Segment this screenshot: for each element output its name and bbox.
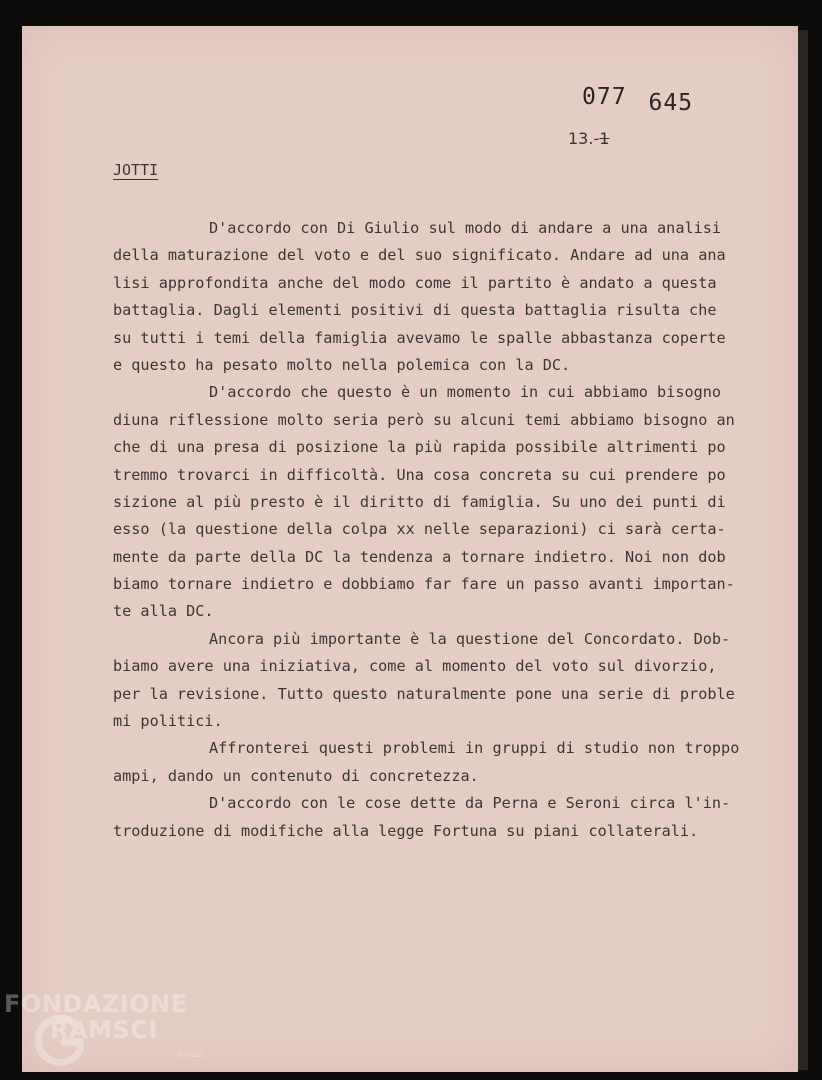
archive-number	[582, 84, 694, 116]
watermark-line1: FONDAZIONE	[4, 990, 188, 1018]
text-line: diuna riflessione molto seria però su alcuni temi abbiamo bisogno an	[113, 410, 735, 429]
text-line: della maturazione del voto e del suo significato. Andare ad una ana	[113, 246, 726, 265]
text-line: D'accordo con le cose dette da Perna e Seroni circa l'in-	[209, 794, 731, 813]
page-number-prefix: 13.-	[568, 129, 600, 148]
text-line: per la revisione. Tutto questo naturalmente pone una serie di proble	[113, 684, 735, 703]
page-number	[568, 129, 609, 148]
speaker-heading: JOTTI	[113, 161, 159, 179]
text-line: biamo tornare indietro e dobbiamo far fare un passo avanti importan-	[113, 575, 735, 594]
text-line: e questo ha pesato molto nella polemica con la DC.	[113, 355, 571, 374]
text-line: su tutti i temi della famiglia avevamo le spalle abbastanza coperte	[113, 328, 726, 347]
text-line: esso (la questione della colpa xx nelle separazioni) ci sarà certa-	[113, 520, 726, 539]
text-line: D'accordo che questo è un momento in cui abbiamo bisogno	[209, 383, 722, 402]
text-line: mi politici.	[113, 712, 223, 731]
text-line: troduzione di modifiche alla legge Fortuna su piani collaterali.	[113, 821, 699, 840]
body-text	[113, 215, 773, 845]
text-line: che di una presa di posizione la più rapida possibile altrimenti po	[113, 438, 726, 457]
text-line: battaglia. Dagli elementi positivi di questa battaglia risulta che	[113, 301, 717, 320]
archive-number-part1: 077	[582, 84, 627, 110]
watermark-logo	[4, 990, 204, 1072]
text-line: mente da parte della DC la tendenza a tornare indietro. Noi non dob	[113, 547, 726, 566]
text-line: lisi approfondita anche del modo come il partito è andato a questa	[113, 273, 717, 292]
text-line: Ancora più importante è la questione del Concordato. Dob-	[209, 629, 731, 648]
text-line: sizione al più presto è il diritto di famiglia. Su uno dei punti di	[113, 492, 726, 511]
text-line: tremmo trovarci in difficoltà. Una cosa concreta su cui prendere po	[113, 465, 726, 484]
text-line: Affronterei questi problemi in gruppi di studio non troppo	[209, 739, 740, 758]
paper-edge	[798, 30, 808, 1070]
watermark-sub: onlus	[178, 1050, 203, 1060]
page-number-struck: 1	[599, 129, 610, 148]
text-line: D'accordo con Di Giulio sul modo di andare a una analisi	[209, 219, 722, 237]
text-line: biamo avere una iniziativa, come al momento del voto sul divorzio,	[113, 657, 717, 676]
archive-number-part2: 645	[648, 90, 694, 116]
text-line: te alla DC.	[113, 602, 214, 621]
watermark-line2: RAMSCI	[50, 1016, 158, 1044]
text-line: ampi, dando un contenuto di concretezza.	[113, 766, 479, 785]
